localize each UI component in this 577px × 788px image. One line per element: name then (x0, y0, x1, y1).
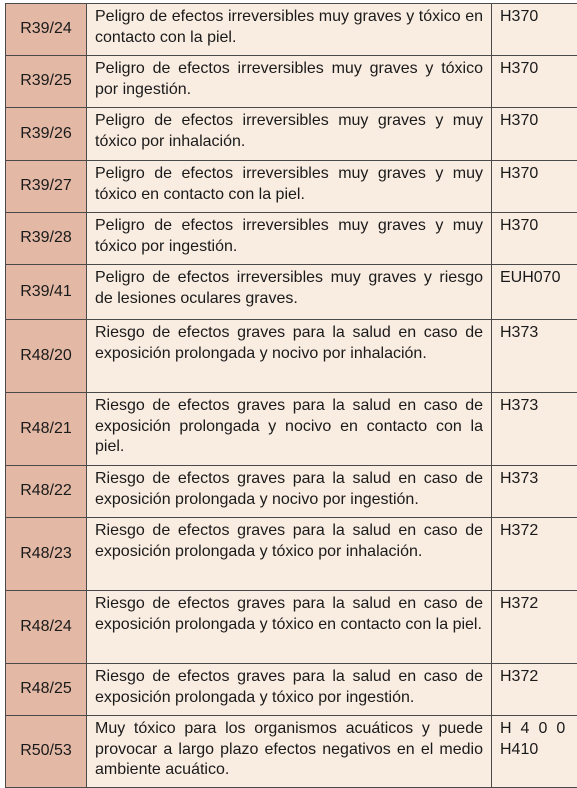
r-code: R39/25 (6, 56, 87, 108)
h-code (492, 108, 577, 161)
h-code (492, 716, 577, 788)
h-code (492, 466, 577, 518)
r-code: R39/28 (6, 213, 87, 265)
r-phrase-table (5, 3, 577, 788)
table-row (6, 213, 577, 265)
table-row (6, 4, 577, 56)
h-code-value: H373 (500, 397, 538, 414)
table-row (6, 716, 577, 788)
description: Peligro de efectos irreversibles muy graves y muy tóxico por inhalación. (87, 108, 492, 161)
h-code (492, 4, 577, 56)
table-row (6, 664, 577, 716)
r-code: R39/24 (6, 4, 87, 56)
table-row (6, 56, 577, 108)
description: Riesgo de efectos graves para la salud en caso de exposición prolongada y nocivo en contacto con la piel. (87, 393, 492, 466)
description: Muy tóxico para los organismos acuáticos y puede provocar a largo plazo efectos negativos en el medio ambiente acuático. (87, 716, 492, 788)
table-row (6, 161, 577, 213)
r-code: R48/23 (6, 518, 87, 591)
h-code (492, 518, 577, 591)
description: Riesgo de efectos graves para la salud en caso de exposición prolongada y tóxico por inhalación. (87, 518, 492, 591)
r-code: R39/26 (6, 108, 87, 161)
r-code: R48/20 (6, 320, 87, 393)
description: Peligro de efectos irreversibles muy graves y riesgo de lesiones oculares graves. (87, 265, 492, 320)
description: Peligro de efectos irreversibles muy graves y muy tóxico por ingestión. (87, 213, 492, 265)
h-code-value: H372 (500, 668, 538, 685)
h-code (492, 664, 577, 716)
table-row (6, 518, 577, 591)
h-code-value: H373 (500, 470, 538, 487)
description: Peligro de efectos irreversibles muy graves y tóxico por ingestión. (87, 56, 492, 108)
description: Riesgo de efectos graves para la salud en caso de exposición prolongada y nocivo por ingestión. (87, 466, 492, 518)
h-code (492, 393, 577, 466)
r-code: R48/21 (6, 393, 87, 466)
table-row (6, 393, 577, 466)
table-row (6, 591, 577, 664)
r-code: R48/22 (6, 466, 87, 518)
h-code-value: H370 (500, 217, 538, 234)
h-code-value: H370 (500, 60, 538, 77)
table-row (6, 265, 577, 320)
table-row (6, 108, 577, 161)
r-code: R39/27 (6, 161, 87, 213)
h-code-value: H400 (500, 719, 577, 740)
table-row (6, 320, 577, 393)
h-code-value: EUH070 (500, 269, 560, 286)
r-code: R39/41 (6, 265, 87, 320)
h-code (492, 56, 577, 108)
h-code-value: H370 (500, 165, 538, 182)
description: Riesgo de efectos graves para la salud en caso de exposición prolongada y nocivo por inhalación. (87, 320, 492, 393)
r-code: R48/25 (6, 664, 87, 716)
r-code: R50/53 (6, 716, 87, 788)
h-code-value: H372 (500, 522, 538, 539)
h-code-value: H370 (500, 112, 538, 129)
h-code (492, 591, 577, 664)
description: Riesgo de efectos graves para la salud en caso de exposición prolongada y tóxico por ingestión. (87, 664, 492, 716)
description: Peligro de efectos irreversibles muy graves y tóxico en contacto con la piel. (87, 4, 492, 56)
h-code-value: H370 (500, 8, 538, 25)
h-code-value: H373 (500, 324, 538, 341)
h-code (492, 320, 577, 393)
h-code-value: H410 (500, 740, 577, 761)
h-code (492, 213, 577, 265)
table-row (6, 466, 577, 518)
description: Riesgo de efectos graves para la salud en caso de exposición prolongada y tóxico en contacto con la piel. (87, 591, 492, 664)
r-code: R48/24 (6, 591, 87, 664)
h-code-value: H372 (500, 595, 538, 612)
h-code (492, 161, 577, 213)
h-code (492, 265, 577, 320)
description: Peligro de efectos irreversibles muy graves y muy tóxico en contacto con la piel. (87, 161, 492, 213)
